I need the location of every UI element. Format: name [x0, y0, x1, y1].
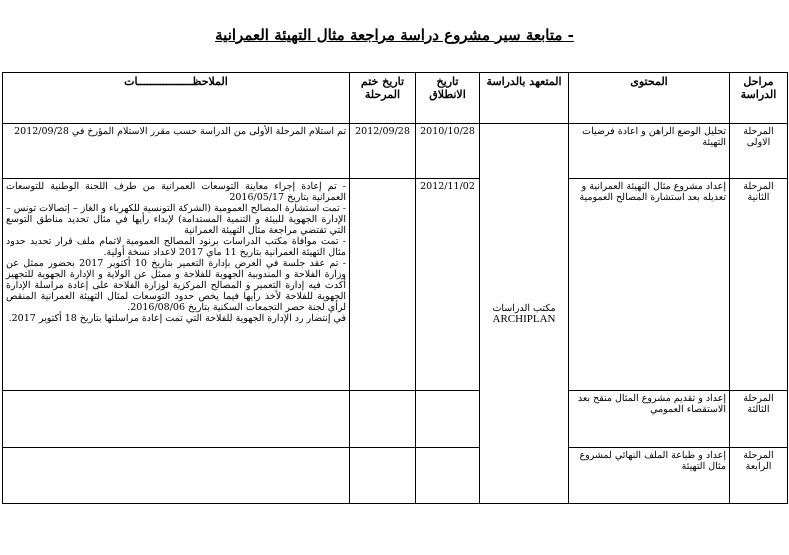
developer-cell — [480, 124, 569, 504]
phase-cell: المرحلة الاولى — [730, 124, 788, 179]
start-date-cell — [416, 391, 480, 448]
end-date-cell — [350, 391, 416, 448]
header-notes: الملاحظـــــــــــــــــات — [3, 73, 350, 124]
note-line: في إنتضار رد الإدارة الجهوية للفلاحة التي تمت إعادة مراسلتها بتاريخ 18 أكتوبر 2017. — [8, 313, 346, 324]
project-follow-up-table — [2, 72, 788, 504]
table-row — [3, 124, 788, 179]
end-date-cell — [350, 448, 416, 504]
content-cell: إعداد مشروع مثال التهيئة العمرانية و تعديله بعد استشارة المصالح العمومية — [569, 179, 730, 391]
header-end-date: تاريخ ختم المرحلة — [350, 73, 416, 124]
phase-cell: المرحلة الرابعة — [730, 448, 788, 504]
start-date-cell — [416, 448, 480, 504]
note-line: - تمت استشارة المصالح العمومية (الشركة التونسية للكهرباء و الغاز – إتصالات تونس – الإدارة الجهوية للبيئة و التنمية المستدامة) لإبداء رأيها في مثال تحديد مناطق التوسع التي تقتضي مراجعة مثال التهيئة العمرانية — [6, 203, 346, 236]
phase-cell: المرحلة الثانية — [730, 179, 788, 391]
table-header-row — [3, 73, 788, 124]
note-line: - تم إعادة إجراء معاينة التوسعات العمرانية من طرف اللجنة الوطنية للتوسعات العمرانية بتاريخ 2016/05/17 — [6, 181, 346, 203]
header-developer: المتعهد بالدراسة — [480, 73, 569, 124]
end-date-cell: 2012/09/28 — [350, 124, 416, 179]
developer-label: مكتب الدراسات — [492, 302, 556, 314]
note-line: - تمت موافاة مكتب الدراسات برنود المصالح العمومية لاتمام ملف قرار تحديد حدود مثال التهيئة العمرانية بتاريخ 11 ماي 2017 لاعداد نسخة أولية. — [6, 236, 346, 258]
document-title: - متابعة سير مشروع دراسة مراجعة مثال التهيئة العمرانية — [215, 26, 574, 44]
start-date-cell: 2010/10/28 — [416, 124, 480, 179]
table-row — [3, 179, 788, 391]
phase-cell: المرحلة الثالثة — [730, 391, 788, 448]
notes-cell — [3, 391, 350, 448]
note-line: - تم عقد جلسة في العرض بإدارة التعمير بتاريخ 10 أكتوبر 2017 بحضور ممثل عن وزارة الفلاحة و المندوبية الجهوية للفلاحة و ممثل عن الولاية و الإدارة الجهوية للتجهيز أكدت فيه إدارة التعمير و المصالح المركزية لوزارة الفلاحة على إعادة مراسلة الإدارة الجهوية للفلاحة لأخذ رأيها فيما يخص حدود التوسعات لمثال التهيئة العمرانية المنقص لرأي لجنة حصر التجمعات السكنية بتاريخ 2016/08/06. — [6, 258, 346, 313]
content-cell: إعداد و طباعة الملف النهائي لمشروع مثال التهيئة — [569, 448, 730, 504]
header-content: المحتوى — [569, 73, 730, 124]
notes-cell — [3, 124, 350, 179]
content-cell: إعداد و تقديم مشروع المثال منقح بعد الاستقصاء العمومي — [569, 391, 730, 448]
content-cell: تحليل الوضع الراهن و اعادة فرضيات التهيئة — [569, 124, 730, 179]
header-start-date: تاريخ الانطلاق — [416, 73, 480, 124]
notes-cell — [3, 179, 350, 391]
table-row — [3, 448, 788, 504]
notes-cell — [3, 448, 350, 504]
developer-name: ARCHIPLAN — [492, 312, 556, 325]
table-row — [3, 391, 788, 448]
note-line: تم استلام المرحلة الأولى من الدراسة حسب مقرر الاستلام المؤرخ في 2012/09/28 — [14, 126, 346, 137]
header-phase: مراحل الدراسة — [730, 73, 788, 124]
start-date-cell: 2012/11/02 — [416, 179, 480, 391]
end-date-cell — [350, 179, 416, 391]
